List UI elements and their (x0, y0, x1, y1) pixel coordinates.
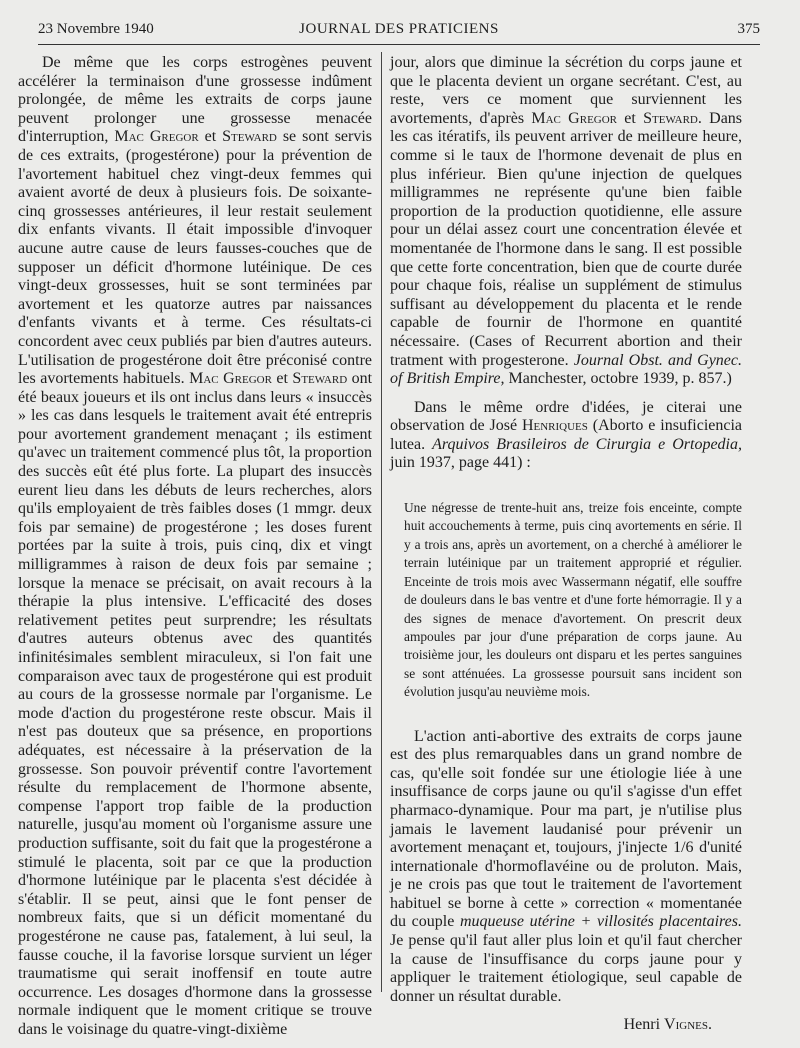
text-run: juin 1937, page 441) : (390, 454, 531, 472)
text-run: . Dans les cas itératifs, ils peuvent arriver de meilleure heure, comme si le taux de l'hormone devenait de plus en plus inférieur. Bien qu'une injection de quelques milligrammes ne représente qu'une bien faible proportion de la production quotidienne, elle assure pour un délai assez court une concentration élevée et momentanée de l'hormone dans le sang. Il est possible que cette forte concentration, bien que de courte durée pour chaque fois, réalise un supplément de stimulus suffisant au développement du placenta et le rende capable de fournir de l'hormone en quantité nécessaire. (Cases of Recurrent abortion and their tratment with progesterone. (390, 109, 743, 369)
text-run: L'action anti-abortive des extraits de corps jaune est des plus remarquables dans un grand nombre de cas, qu'elle soit fondée sur une étiologie liée à une insuffisance de corps jaune ou qu'il s'agisse d'un effet pharmaco-dynamique. Pour ma part, je n'utilise plus jamais le lavement laudanisé pour prévenir un avortement menaçant et, toujours, j'injecte 1/6 d'unité internationale d'hormoflavéine ou de proluton. Mais, je ne crois pas que tout le traitement de l'avortement habituel se borne à cette » correction « momentanée du couple (390, 727, 742, 931)
italic-phrase: muqueuse utérine + villosités placentaires. (459, 913, 743, 931)
case-report-quote: Une négresse de trente-huit ans, treize fois enceinte, compte huit accouchements à terme, puis cinq avortements en série. Il y a trois ans, après un avortement, on a cherché à améliorer le terrain lutéinique par un traitement approprié et régulier. Enceinte de trois mois avec Wassermann négatif, elle souffre de douleurs dans le bas ventre et d'une forte hémorragie. Il y a des signes de menace d'avortement. On prescrit deux ampoules par jour d'une préparation de corps jaune. Au troisième jour, les douleurs ont disparu et les pertes sanguines se sont atténuées. La grossesse poursuit sans incident son évolution jusqu'au neuvième mois. (404, 500, 742, 700)
text-run: se sont servis de ces extraits, (progestérone) pour la prévention de l'avortement habituel chez vingt-deux femmes qui avaient avorté de deux à plusieurs fois. De soixante-cinq grossesses antérieures, il leur restait seulement dix enfants vivants. Il était impossible d'invoquer aucune autre cause de leurs fausses-couches que de supposer un déficit d'hormone lutéinique. De ces vingt-deux grossesses, huit se sont terminées par avortement et les quatorze autres par naissances d'enfants vivants et à terme. Ces résultats-ci concordent avec ceux publiés par bien d'autres auteurs. L'utilisation de progestérone doit être préconisé contre les avortements habituels. (18, 128, 373, 388)
text-run: Manchester, octobre 1939, p. 857.) (508, 370, 732, 388)
right-column (390, 54, 742, 1035)
text-run: (Aborto e insuficiencia lutea. (390, 417, 743, 453)
signature (390, 1016, 742, 1035)
paragraph (390, 399, 742, 473)
journal-reference: Arquivos Brasileiros de Cirurgia e Ortopedia, (432, 435, 742, 453)
column-divider (381, 52, 382, 992)
page-number: 375 (737, 21, 760, 37)
journal-reference: Journal Obst. and Gynec. of British Empire, (390, 351, 742, 388)
text-run: jour, alors que diminue la sécrétion du corps jaune et que le placenta devient un organe secrétant. C'est, au reste, vers ce moment que surviennent les avortements, d'après (390, 54, 742, 127)
author-name: Mac Gregor (114, 128, 199, 146)
author-name: Steward (292, 370, 348, 388)
paragraph (18, 54, 372, 1039)
text-run: et (276, 370, 288, 388)
text-run: Je pense qu'il faut aller plus loin et qu'il faut chercher la cause de l'insuffisance du corps jaune pour y appliquer le traitement étiologique, seul capable de donner un résultat durable. (390, 932, 742, 1005)
issue-date: 23 Novembre 1940 (38, 21, 154, 37)
left-column (18, 54, 372, 1039)
paragraph (390, 728, 742, 1007)
text-run: ont été beaux joueurs et ils ont inclus dans leurs « insuccès » les cas dans lesquels le traitement avait été entrepris pour avortement grandement menaçant ; ils estiment qu'avec un traitement commencé plus tôt, la proportion des succès eût été plus forte. La plupart des insuccès eurent lieu dans les débuts de leurs recherches, alors qu'ils employaient de très faibles doses (1 mmgr. deux fois par semaine) de progestérone ; les doses furent portées par la suite à trois, puis cinq, dix et vingt milligrammes à raison de deux fois par semaine ; lorsque la menace se précisait, on avait recours à la thérapie la plus intensive. L'efficacité des doses relativement petites peut surprendre; les résultats d'autres auteurs obtenus avec des quantités infinitésimales semblent miraculeux, si l'on fait une comparaison avec taux de progestérone qui est produit au cours de la grossesse normale par l'organisme. Le mode d'action du progestérone reste obscur. Mais il n'est pas douteux que sa présence, en proportions adéquates, est nécessaire à la préservation de la grossesse. Son pouvoir préventif contre l'avortement résulte du remplacement de l'hormone absente, compense l'apport trop faible de la production naturelle, jusqu'au moment où l'organisme assure une production suffisante, soit du fait que la progestérone a stimulé le placenta, soit par ce que la production d'hormone lutéinique par le placenta s'est décidée à s'établir. Il se peut, ainsi que le font penser de nombreux faits, que si un déficit momentané du progestérone ne cause pas, fatalement, à lui seul, la fausse couche, il la favorise lorsque survient un léger traumatisme qui serait inoffensif en toute autre occurrence. Les dosages d'hormone dans la grossesse normale indiquent que le moment critique se trouve dans le voisinage du quatre-vingt-dixième (18, 370, 373, 1038)
author-name: Mac Gregor (531, 109, 618, 127)
text-run: De même que les corps estrogènes peuvent accélérer la terminaison d'une grossesse indûment prolongée, de même les extraits de corps jaune peuvent prolonger une grossesse menacée d'interruption, (18, 54, 372, 146)
journal-title: JOURNAL DES PRATICIENS (299, 21, 499, 37)
signature-last-name: Vignes. (664, 1016, 712, 1034)
running-head (38, 18, 760, 45)
author-name: Henriques (521, 417, 588, 435)
text-run: et (624, 109, 636, 127)
paragraph (390, 54, 742, 389)
author-name: Steward (643, 109, 698, 127)
text-run: Dans le même ordre d'idées, je citerai une observation de José (390, 398, 742, 435)
signature-first-name: Henri (623, 1016, 661, 1034)
author-name: Mac Gregor (189, 370, 272, 388)
text-run: et (204, 128, 217, 146)
author-name: Steward (222, 128, 277, 146)
